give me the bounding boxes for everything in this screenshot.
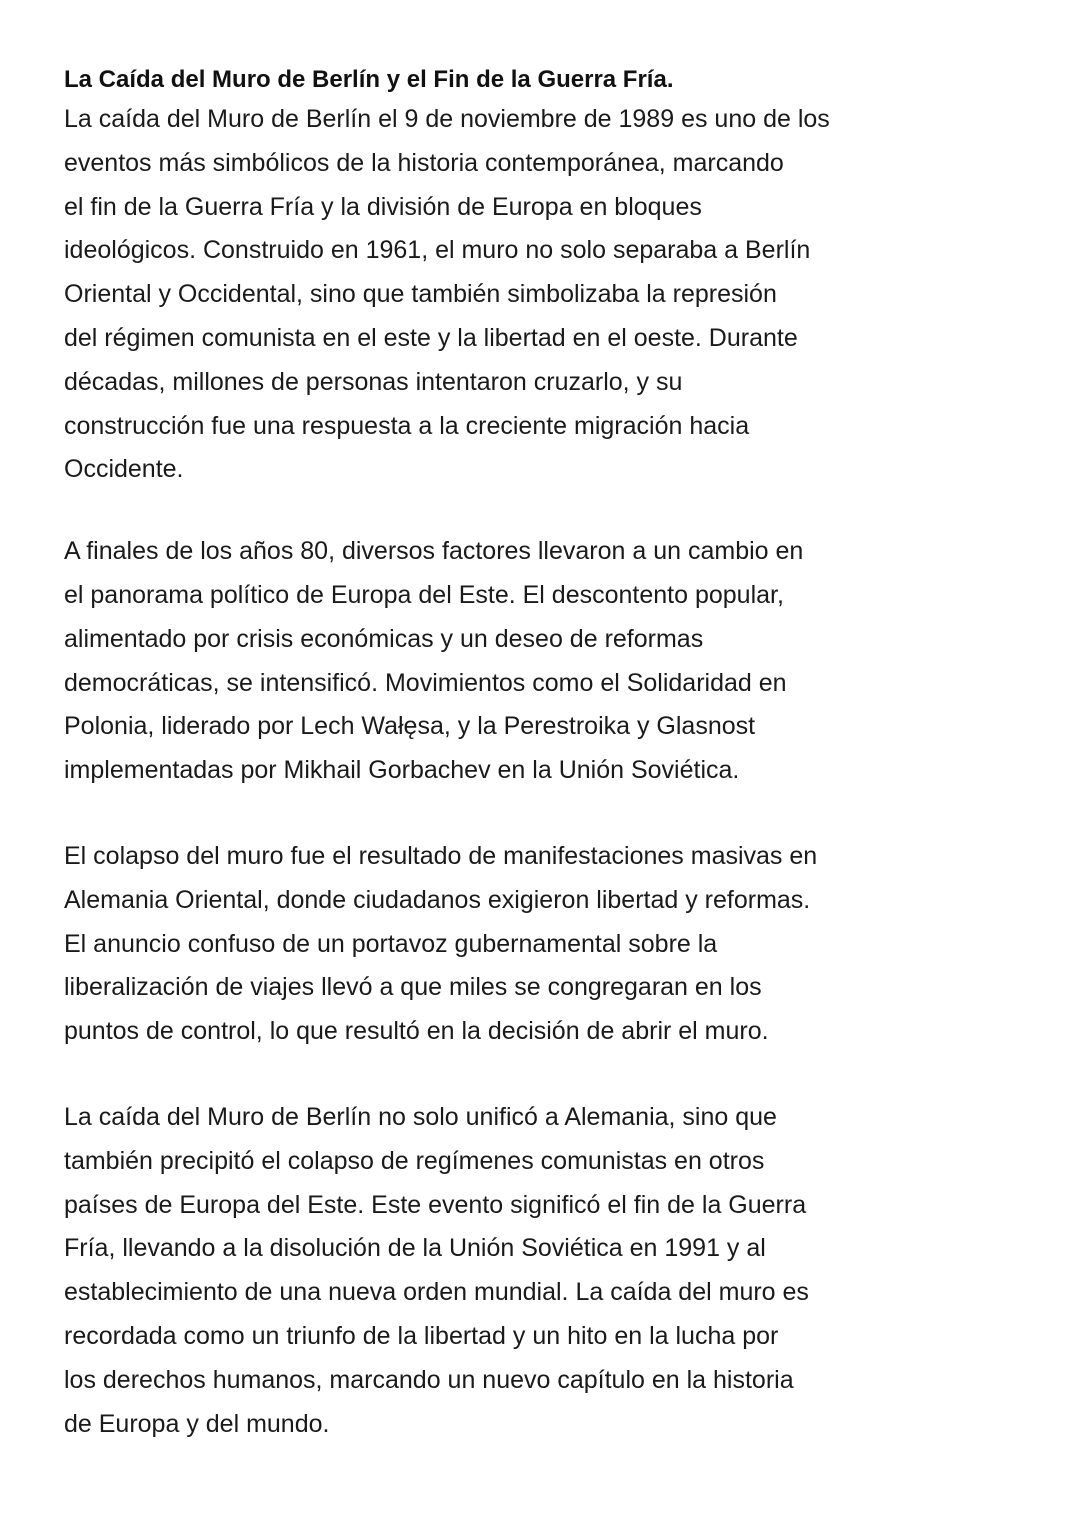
- text-line: Occidente.: [64, 455, 184, 484]
- text-line: A finales de los años 80, diversos factores llevaron a un cambio en: [64, 537, 804, 566]
- text-line: democráticas, se intensificó. Movimientos como el Solidaridad en: [64, 668, 787, 697]
- text-line: Alemania Oriental, donde ciudadanos exigieron libertad y reformas.: [64, 885, 811, 914]
- text-line: alimentado por crisis económicas y un deseo de reformas: [64, 624, 704, 653]
- text-line: ideológicos. Construido en 1961, el muro no solo separaba a Berlín: [64, 236, 811, 265]
- text-line: El colapso del muro fue el resultado de manifestaciones masivas en: [64, 841, 818, 870]
- text-line: de Europa y del mundo.: [64, 1409, 330, 1438]
- text-line: construcción fue una respuesta a la creciente migración hacia: [64, 411, 750, 440]
- text-line: Fría, llevando a la disolución de la Unión Soviética en 1991 y al: [64, 1234, 766, 1263]
- text-line: del régimen comunista en el este y la libertad en el oeste. Durante: [64, 323, 798, 352]
- text-line: países de Europa del Este. Este evento significó el fin de la Guerra: [64, 1190, 807, 1219]
- text-line: establecimiento de una nueva orden mundial. La caída del muro es: [64, 1278, 809, 1307]
- paragraph-3: [64, 835, 964, 1054]
- text-line: puntos de control, lo que resultó en la decisión de abrir el muro.: [64, 1017, 769, 1046]
- text-line: Polonia, liderado por Lech Wałęsa, y la Perestroika y Glasnost: [64, 712, 756, 741]
- text-line: décadas, millones de personas intentaron cruzarlo, y su: [64, 367, 683, 396]
- text-line: el fin de la Guerra Fría y la división de Europa en bloques: [64, 192, 702, 221]
- text-line: liberalización de viajes llevó a que miles se congregaran en los: [64, 973, 762, 1002]
- text-line: La caída del Muro de Berlín el 9 de noviembre de 1989 es uno de los: [64, 105, 830, 133]
- text-line: La caída del Muro de Berlín no solo unificó a Alemania, sino que: [64, 1102, 777, 1131]
- text-line: los derechos humanos, marcando un nuevo capítulo en la historia: [64, 1365, 794, 1394]
- text-line: implementadas por Mikhail Gorbachev en la Unión Soviética.: [64, 756, 740, 785]
- text-line: El anuncio confuso de un portavoz gubernamental sobre la: [64, 929, 718, 958]
- document-title: La Caída del Muro de Berlín y el Fin de la Guerra Fría.: [64, 66, 674, 93]
- text-line: también precipitó el colapso de regímenes comunistas en otros: [64, 1146, 765, 1175]
- document-page: [64, 62, 964, 1446]
- text-line: Oriental y Occidental, sino que también simbolizaba la represión: [64, 280, 777, 309]
- paragraph-1: [64, 98, 964, 492]
- paragraph-4: [64, 1096, 964, 1446]
- text-line: recordada como un triunfo de la libertad y un hito en la lucha por: [64, 1321, 779, 1350]
- text-line: eventos más simbólicos de la historia contemporánea, marcando: [64, 148, 784, 177]
- text-line: el panorama político de Europa del Este. El descontento popular,: [64, 580, 784, 609]
- paragraph-2: [64, 530, 964, 793]
